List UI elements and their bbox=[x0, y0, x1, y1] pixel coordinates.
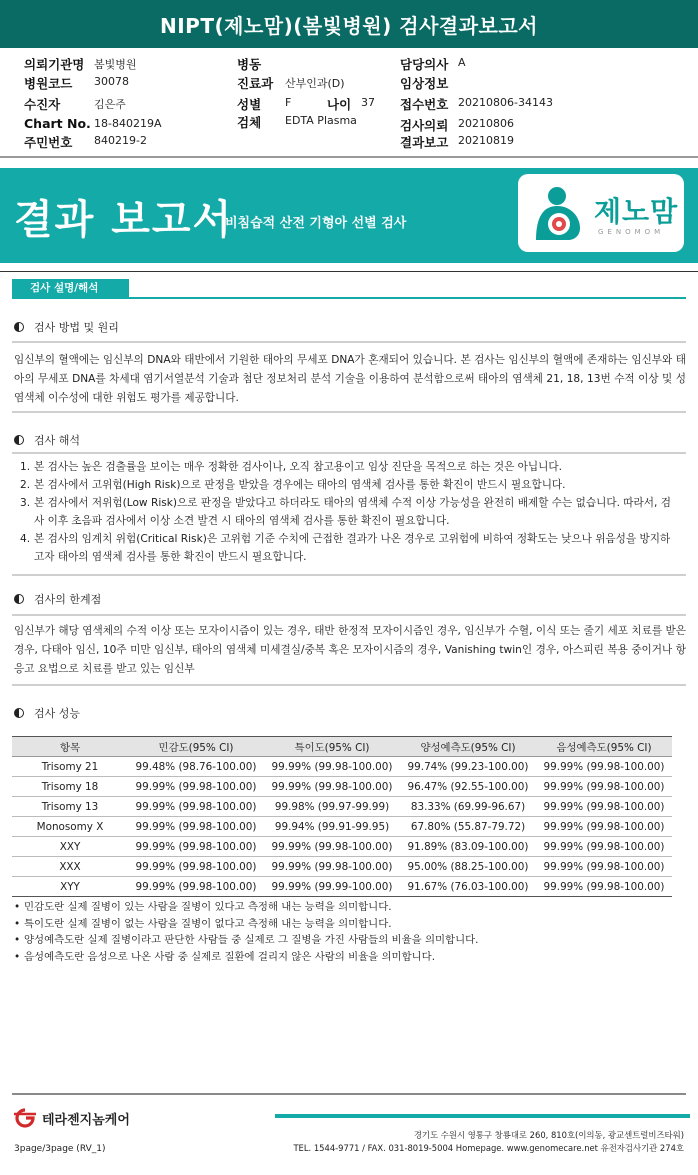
table-cell: Trisomy 13 bbox=[12, 797, 128, 817]
list-item: 4. 본 검사의 임계치 위험(Critical Risk)은 고위험 기준 수치에 근접한 결과가 나온 경우로 고위험에 비하여 정확도는 낮으나 위음성을 방지하고자 태아의 염색체 검사를 통한 확진이 반드시 필요합니다. bbox=[20, 533, 671, 563]
table-cell: 91.89% (83.09-100.00) bbox=[400, 837, 536, 857]
info-row-hospital-code: 병원코드 30078 bbox=[24, 75, 129, 91]
info-row-department: 진료과 산부인과(D) bbox=[237, 76, 345, 91]
result-banner bbox=[0, 168, 698, 263]
section-tab-description: 검사 설명/해석 bbox=[12, 279, 129, 298]
table-header-cell: 항목 bbox=[12, 737, 128, 757]
logo-subtext: GENOMOM bbox=[598, 228, 665, 236]
report-header-title: NIPT(제노맘)(봄빛병원) 검사결과보고서 bbox=[0, 0, 698, 48]
table-header-cell: 양성예측도(95% CI) bbox=[400, 737, 536, 757]
table-cell: 99.99% (99.98-100.00) bbox=[536, 757, 672, 777]
footer-divider bbox=[12, 1093, 686, 1095]
table-cell: 99.99% (99.98-100.00) bbox=[128, 817, 264, 837]
info-row-clinical-info: 임상정보 bbox=[400, 76, 449, 91]
table-row bbox=[12, 797, 672, 817]
bullet-icon: • bbox=[14, 917, 21, 930]
table-cell: 99.99% (99.98-100.00) bbox=[264, 857, 400, 877]
table-cell: 99.99% (99.98-100.00) bbox=[128, 857, 264, 877]
half-circle-icon bbox=[14, 322, 24, 332]
bullet-icon: • bbox=[14, 950, 21, 963]
heading-method: 검사 방법 및 원리 bbox=[14, 319, 119, 335]
interpretation-list bbox=[20, 458, 680, 566]
table-cell: 67.80% (55.87-79.72) bbox=[400, 817, 536, 837]
logo-text: 제노맘 bbox=[594, 195, 679, 228]
page-number: 3page/3page (RV_1) bbox=[14, 1144, 106, 1154]
info-row-sex: 성별 F bbox=[237, 96, 292, 112]
info-row-doctor: 담당의사 A bbox=[400, 56, 466, 72]
list-item: 1. 본 검사는 높은 검출률을 보이는 매우 정확한 검사이나, 오직 참고용이고 임상 진단을 목적으로 하는 것은 아닙니다. bbox=[20, 461, 562, 473]
list-item: • 민감도란 실제 질병이 있는 사람을 질병이 있다고 측정해 내는 능력을 의미합니다. bbox=[14, 899, 478, 916]
banner-title: 결과 보고서 bbox=[14, 197, 234, 243]
address-line: 경기도 수원시 영통구 창룡대로 260, 810호(이의동, 광교센트럴비즈타워) bbox=[413, 1130, 684, 1140]
table-header-cell: 특이도(95% CI) bbox=[264, 737, 400, 757]
table-cell: 99.99% (99.98-100.00) bbox=[264, 777, 400, 797]
table-row bbox=[12, 877, 672, 897]
table-header-cell: 민감도(95% CI) bbox=[128, 737, 264, 757]
gray-divider bbox=[12, 684, 686, 686]
table-cell: 83.33% (69.99-96.67) bbox=[400, 797, 536, 817]
info-divider bbox=[0, 156, 698, 158]
bullet-icon: • bbox=[14, 901, 21, 913]
info-row-patient: 수진자 김은주 bbox=[24, 97, 126, 112]
table-cell: 96.47% (92.55-100.00) bbox=[400, 777, 536, 797]
table-cell: 99.98% (99.97-99.99) bbox=[264, 797, 400, 817]
gray-divider bbox=[12, 614, 686, 616]
table-cell: 99.99% (99.99-100.00) bbox=[264, 877, 400, 897]
table-cell: 99.99% (99.98-100.00) bbox=[536, 817, 672, 837]
info-row-requester: 의뢰기관명 봄빛병원 bbox=[24, 57, 137, 72]
table-cell: XXY bbox=[12, 837, 128, 857]
table-cell: 99.99% (99.98-100.00) bbox=[128, 837, 264, 857]
gray-divider bbox=[12, 452, 686, 454]
performance-notes bbox=[14, 899, 478, 965]
table-cell: 99.99% (99.98-100.00) bbox=[128, 777, 264, 797]
half-circle-icon bbox=[14, 708, 24, 718]
table-cell: 99.48% (98.76-100.00) bbox=[128, 757, 264, 777]
company-name: 테라젠지놈케어 bbox=[42, 1112, 130, 1128]
list-item: 2. 본 검사에서 고위험(High Risk)으로 판정을 받았을 경우에는 태아의 염색체 검사를 통한 확진이 반드시 필요합니다. bbox=[20, 479, 566, 491]
list-item: • 음성예측도란 음성으로 나온 사람 중 실제로 질환에 걸리지 않은 사람의 비율을 의미합니다. bbox=[14, 949, 478, 966]
table-cell: 99.99% (99.98-100.00) bbox=[536, 837, 672, 857]
divider bbox=[0, 271, 698, 272]
table-header-cell: 음성예측도(95% CI) bbox=[536, 737, 672, 757]
table-cell: 99.99% (99.98-100.00) bbox=[264, 757, 400, 777]
table-row bbox=[12, 837, 672, 857]
table-cell: 99.99% (99.98-100.00) bbox=[128, 797, 264, 817]
company-address bbox=[293, 1129, 684, 1155]
genomom-mother-icon bbox=[530, 186, 584, 242]
heading-interpretation: 검사 해석 bbox=[14, 432, 80, 448]
contact-line: TEL. 1544-9771 / FAX. 031-8019-5004 Homepage. www.genomecare.net 유전자검사기관 274호 bbox=[293, 1143, 684, 1153]
table-cell: 99.94% (99.91-99.95) bbox=[264, 817, 400, 837]
terragen-logo-icon bbox=[12, 1108, 38, 1128]
info-row-request-date: 검사의뢰 20210806 bbox=[400, 117, 514, 133]
company-logo bbox=[12, 1108, 130, 1128]
performance-table bbox=[12, 736, 672, 897]
table-cell: 99.99% (99.98-100.00) bbox=[128, 877, 264, 897]
table-row bbox=[12, 757, 672, 777]
table-cell: XYY bbox=[12, 877, 128, 897]
gray-divider bbox=[12, 411, 686, 413]
info-row-resident-no: 주민번호 840219-2 bbox=[24, 134, 147, 150]
info-row-chart-no: Chart No. 18-840219A bbox=[24, 116, 162, 131]
table-cell: 99.74% (99.23-100.00) bbox=[400, 757, 536, 777]
info-row-receipt-no: 접수번호 20210806-34143 bbox=[400, 96, 553, 112]
footer-accent-bar bbox=[275, 1114, 690, 1118]
table-cell: 91.67% (76.03-100.00) bbox=[400, 877, 536, 897]
table-cell: Monosomy X bbox=[12, 817, 128, 837]
list-item: • 특이도란 실제 질병이 없는 사람을 질병이 없다고 측정해 내는 능력을 의미합니다. bbox=[14, 916, 478, 933]
banner-subtitle: 비침습적 산전 기형아 선별 검사 bbox=[225, 216, 407, 231]
table-cell: 95.00% (88.25-100.00) bbox=[400, 857, 536, 877]
table-cell: 99.99% (99.98-100.00) bbox=[536, 877, 672, 897]
table-cell: XXX bbox=[12, 857, 128, 877]
method-text: 임신부의 혈액에는 임신부의 DNA와 태반에서 기원한 태아의 무세포 DNA가 혼재되어 있습니다. 본 검사는 임신부의 혈액에 존재하는 임신부와 태아의 무세포 DNA를 차세대 염기서열분석 기술과 첨단 정보처리 분석 기술을 이용하여 분석함으로써 태아의 염색체 21, 18, 13번 수적 이상 및 성염색체 이수성에 대한 위험도 평가를 제공합니다. bbox=[14, 354, 686, 404]
genomom-logo bbox=[518, 174, 684, 252]
table-cell: 99.99% (99.98-100.00) bbox=[536, 857, 672, 877]
table-row bbox=[12, 817, 672, 837]
table-cell: 99.99% (99.98-100.00) bbox=[536, 797, 672, 817]
table-cell: 99.99% (99.98-100.00) bbox=[264, 837, 400, 857]
info-row-ward: 병동 bbox=[237, 57, 262, 72]
gray-divider bbox=[12, 574, 686, 576]
info-row-specimen: 검체 EDTA Plasma bbox=[237, 114, 357, 130]
gray-divider bbox=[12, 341, 686, 343]
table-row bbox=[12, 777, 672, 797]
section-underline bbox=[12, 297, 686, 299]
table-cell: Trisomy 18 bbox=[12, 777, 128, 797]
bullet-icon: • bbox=[14, 934, 21, 946]
limitations-text: 임신부가 해당 염색체의 수적 이상 또는 모자이시즘이 있는 경우, 태반 한정적 모자이시즘인 경우, 임신부가 수혈, 이식 또는 줄기 세포 치료를 받은 경우, 다태아 임신, 10주 미만 임신부, 태아의 염색체 미세결실/중복 혹은 모자이시즘의 경우, Vanishing twin인 경우, 아스피린 복용 중이거나 항 응고 요법으로 치료를 받고 있는 임신부 bbox=[14, 625, 686, 675]
heading-limitations: 검사의 한계점 bbox=[14, 591, 101, 607]
list-item: • 양성예측도란 실제 질병이라고 판단한 사람들 중 실제로 그 질병을 가진 사람들의 비율을 의미합니다. bbox=[14, 932, 478, 949]
half-circle-icon bbox=[14, 435, 24, 445]
table-row bbox=[12, 857, 672, 877]
info-row-age: 나이 37 bbox=[327, 96, 375, 112]
table-header-row bbox=[12, 737, 672, 757]
patient-info-block bbox=[0, 55, 698, 155]
heading-performance: 검사 성능 bbox=[14, 705, 80, 721]
list-item: 3. 본 검사에서 저위험(Low Risk)으로 판정을 받았다고 하더라도 태아의 염색체 수적 이상 가능성을 완전히 배제할 수는 없습니다. 따라서, 검사 이후 초음파 검사에서 이상 소견 발견 시 태아의 염색체 검사를 통한 확진이 필요합니다. bbox=[20, 497, 671, 527]
table-cell: 99.99% (99.98-100.00) bbox=[536, 777, 672, 797]
half-circle-icon bbox=[14, 594, 24, 604]
info-row-report-date: 결과보고 20210819 bbox=[400, 134, 514, 150]
table-cell: Trisomy 21 bbox=[12, 757, 128, 777]
